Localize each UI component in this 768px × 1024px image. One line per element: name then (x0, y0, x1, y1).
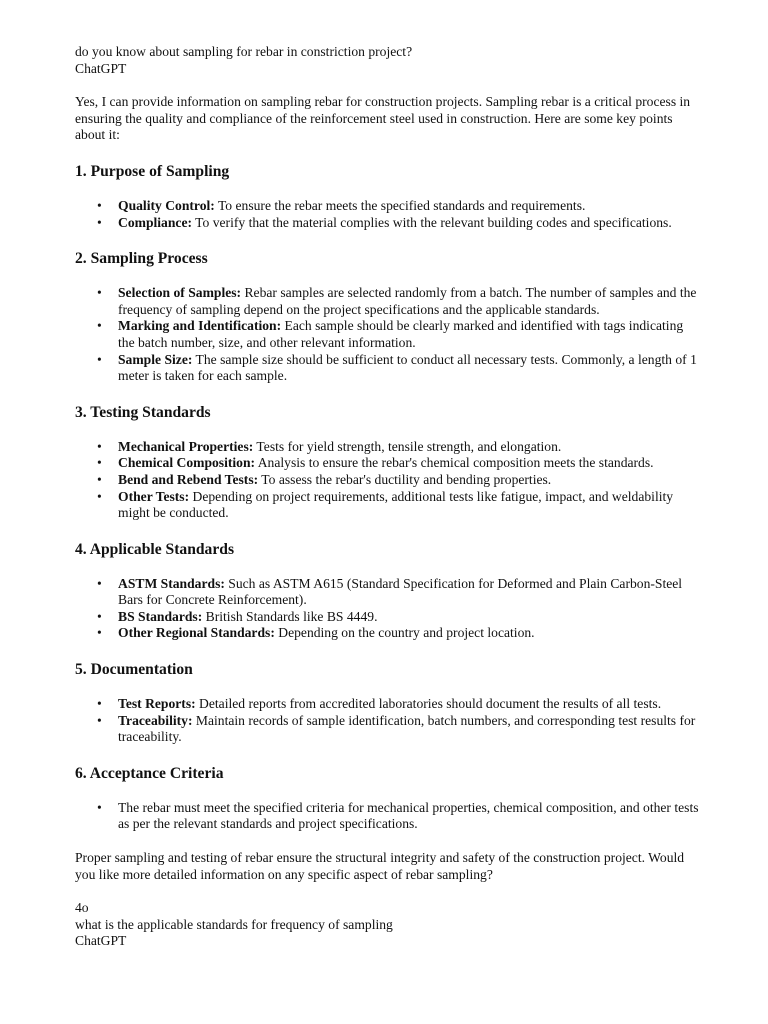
list-item (118, 318, 700, 351)
section-heading: 1. Purpose of Sampling (75, 162, 230, 180)
item-text: Analysis to ensure the rebar's chemical composition meets the standards. (255, 455, 654, 471)
item-term: BS Standards: (118, 608, 203, 624)
item-text: Each sample should be clearly marked and identified with tags indicating the batch number, size, and other relevant information. (118, 318, 684, 350)
answer-sections (75, 162, 700, 833)
item-text: British Standards like BS 4449. (202, 608, 378, 624)
bullet-list (75, 285, 700, 385)
followup-speaker-label: ChatGPT (75, 933, 127, 949)
list-item (118, 489, 700, 522)
item-text: To verify that the material complies with the relevant building codes and specifications. (192, 214, 672, 230)
item-term: ASTM Standards: (118, 575, 225, 591)
list-item (118, 439, 700, 456)
item-term: Chemical Composition: (118, 455, 256, 471)
list-item (118, 352, 700, 385)
bullet-list (75, 696, 700, 746)
list-item (118, 215, 700, 232)
item-text: Maintain records of sample identification, batch numbers, and corresponding test results for traceability. (118, 712, 696, 745)
followup-question: what is the applicable standards for frequency of sampling (75, 916, 393, 932)
list-item (118, 455, 700, 472)
item-term: Marking and Identification: (118, 318, 282, 334)
item-term: Other Regional Standards: (118, 625, 275, 641)
section-heading: 2. Sampling Process (75, 250, 208, 268)
bullet-list (75, 800, 700, 833)
list-item (118, 696, 700, 713)
list-item (118, 609, 700, 626)
closing-paragraph: Proper sampling and testing of rebar ensure the structural integrity and safety of the construction project. Would you like more detailed information on any specific aspect of rebar sampling? (75, 850, 685, 882)
answer-intro: Yes, I can provide information on sampling rebar for construction projects. Sampling rebar is a critical process in ensuring the quality and compliance of the reinforcement steel used in construction. Here are some key points about it: (75, 94, 691, 143)
item-text: Depending on project requirements, additional tests like fatigue, impact, and weldability might be conducted. (118, 488, 674, 521)
item-term: Compliance: (118, 214, 193, 230)
item-text: To ensure the rebar meets the specified standards and requirements. (214, 197, 586, 213)
item-text: Depending on the country and project location. (274, 625, 535, 641)
item-text: Detailed reports from accredited laboratories should document the results of all tests. (195, 696, 662, 712)
item-term: Other Tests: (118, 488, 190, 504)
bullet-list (75, 576, 700, 642)
list-item (118, 285, 700, 318)
item-term: Test Reports: (118, 696, 196, 712)
model-label: 4o (75, 900, 89, 916)
item-term: Mechanical Properties: (118, 438, 254, 454)
section-heading: 3. Testing Standards (75, 403, 211, 421)
bullet-list (75, 439, 700, 522)
item-term: Selection of Samples: (118, 285, 242, 301)
item-text: Rebar samples are selected randomly from a batch. The number of samples and the frequency of sampling depend on the project specifications and the applicable standards. (118, 285, 697, 317)
list-item (118, 472, 700, 489)
list-item (118, 576, 700, 609)
section-heading: 4. Applicable Standards (75, 540, 235, 558)
item-text: The rebar must meet the specified criteria for mechanical properties, chemical composition, and other tests as per the relevant standards and project specifications. (118, 799, 699, 832)
item-term: Quality Control: (118, 197, 215, 213)
item-term: Sample Size: (118, 351, 193, 367)
section-heading: 5. Documentation (75, 661, 193, 679)
list-item (118, 625, 700, 642)
section-heading: 6. Acceptance Criteria (75, 764, 224, 782)
document-page (75, 44, 700, 950)
speaker-label: ChatGPT (75, 60, 127, 76)
item-text: Such as ASTM A615 (Standard Specification for Deformed and Plain Carbon-Steel Bars for Concrete Reinforcement). (118, 575, 683, 608)
list-item (118, 713, 700, 746)
item-text: The sample size should be sufficient to conduct all necessary tests. Commonly, a length of 1 meter is taken for each sample. (118, 351, 697, 384)
bullet-list (75, 198, 700, 231)
item-term: Traceability: (118, 712, 193, 728)
item-term: Bend and Rebend Tests: (118, 471, 259, 487)
list-item (118, 800, 700, 833)
item-text: To assess the rebar's ductility and bending properties. (258, 471, 552, 487)
list-item (118, 198, 700, 215)
item-text: Tests for yield strength, tensile strength, and elongation. (253, 438, 562, 454)
user-question: do you know about sampling for rebar in constriction project? (75, 44, 413, 59)
